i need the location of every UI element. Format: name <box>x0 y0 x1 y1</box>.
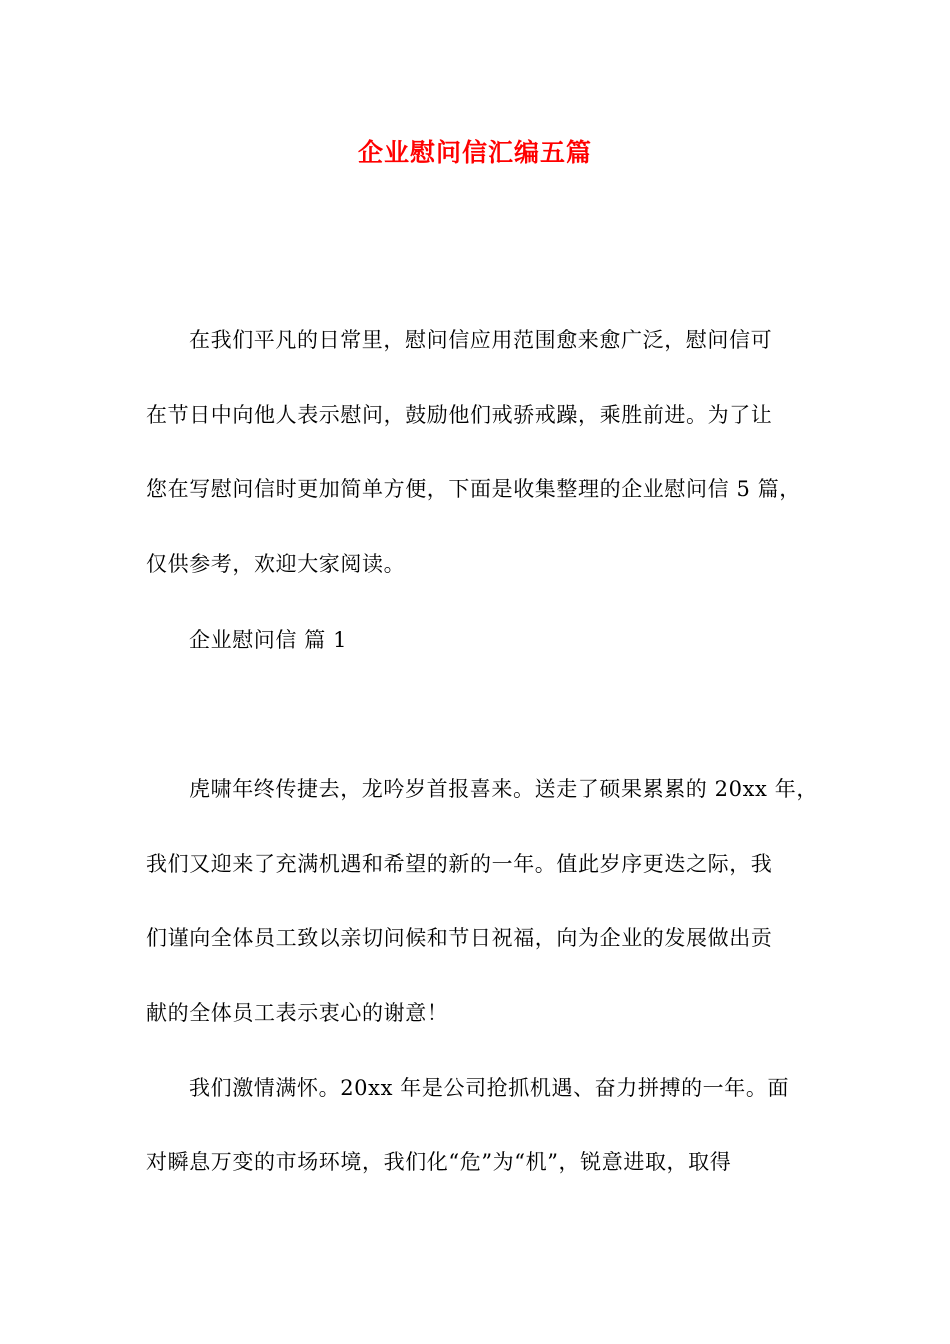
section-heading: 企业慰问信 篇 1 <box>189 628 348 652</box>
paragraph-line: 在节日中向他人表示慰问，鼓励他们戒骄戒躁，乘胜前进。为了让 <box>146 403 773 427</box>
document-title: 企业慰问信汇编五篇 <box>357 138 592 167</box>
paragraph-line: 献的全体员工表示衷心的谢意！ <box>146 1001 449 1025</box>
paragraph-line: 我们又迎来了充满机遇和希望的新的一年。值此岁序更迭之际，我 <box>146 852 773 876</box>
paragraph-line: 仅供参考，欢迎大家阅读。 <box>146 552 406 576</box>
paragraph-line: 您在写慰问信时更加简单方便，下面是收集整理的企业慰问信 5 篇， <box>146 477 801 501</box>
paragraph-line: 虎啸年终传捷去，龙吟岁首报喜来。送走了硕果累累的 20xx 年， <box>189 777 818 801</box>
paragraph-line: 对瞬息万变的市场环境，我们化“危”为“机”，锐意进取，取得 <box>146 1150 732 1174</box>
paragraph-line: 在我们平凡的日常里，慰问信应用范围愈来愈广泛，慰问信可 <box>189 328 773 352</box>
paragraph-line: 们谨向全体员工致以亲切问候和节日祝福，向为企业的发展做出贡 <box>146 926 773 950</box>
paragraph-line: 我们激情满怀。20xx 年是公司抢抓机遇、奋力拼搏的一年。面 <box>189 1076 790 1100</box>
